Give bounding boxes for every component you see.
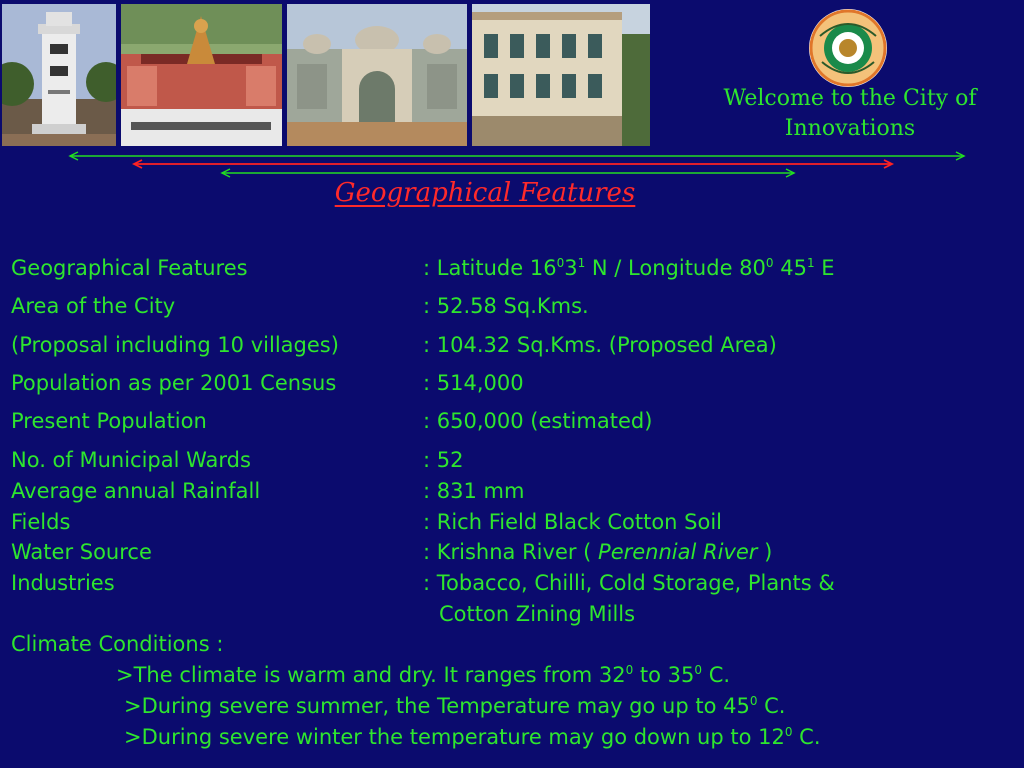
fact-label: Fields [11, 510, 71, 534]
fact-label: Industries [11, 571, 115, 595]
fact-value: : 831 mm [423, 479, 525, 503]
climate-line-1: >The climate is warm and dry. It ranges from $32^0$ to $35^0$ C. [116, 663, 731, 687]
arrow-red-middle-icon [134, 160, 892, 168]
arrow-green-bottom-icon [222, 169, 794, 177]
welcome-line-1: Welcome to the City of [723, 86, 977, 111]
fact-value-latlong: : Latitude $16^03^1$ N / Longitude $80^0$ $45^1$ E [423, 256, 835, 280]
fact-value-continuation: Cotton Zining Mills [439, 602, 636, 626]
climate-line-3: >During severe winter the temperature may go down up to $12^0$ C. [124, 725, 821, 749]
fact-label: Present Population [11, 409, 207, 433]
fact-label: Population as per 2001 Census [11, 371, 337, 395]
slide-title: Geographical Features [334, 178, 636, 208]
fact-label: (Proposal including 10 villages) [11, 333, 339, 357]
climate-heading: Climate Conditions : [11, 632, 224, 656]
buddha-statue-photo [121, 4, 282, 146]
fact-label: Geographical Features [11, 256, 248, 280]
fact-value: : 52 [423, 448, 464, 472]
welcome-line-2: Innovations [784, 116, 916, 141]
clock-tower-photo [2, 4, 116, 146]
welcome-banner [700, 84, 1000, 144]
fact-value: : 52.58 Sq.Kms. [423, 294, 589, 318]
arrow-green-top-icon [70, 152, 964, 160]
fact-label: Average annual Rainfall [11, 479, 261, 503]
municipal-seal-logo [808, 8, 888, 88]
climate-line-2: >During severe summer, the Temperature may go up to $45^0$ C. [124, 694, 786, 718]
seal-icon [808, 8, 888, 88]
fact-label: Area of the City [11, 294, 176, 318]
decorative-arrows [0, 150, 1024, 180]
fact-value: : 104.32 Sq.Kms. (Proposed Area) [423, 333, 777, 357]
fact-label: No. of Municipal Wards [11, 448, 251, 472]
fact-value: : 514,000 [423, 371, 524, 395]
fact-value: : 650,000 (estimated) [423, 409, 653, 433]
fact-value: : Krishna River ( Perennial River ) [423, 540, 773, 564]
fact-value: : Tobacco, Chilli, Cold Storage, Plants & [423, 571, 835, 595]
heritage-building-photo [472, 4, 650, 146]
fact-value: : Rich Field Black Cotton Soil [423, 510, 723, 534]
fact-label: Water Source [11, 540, 152, 564]
palace-gate-photo [287, 4, 467, 146]
